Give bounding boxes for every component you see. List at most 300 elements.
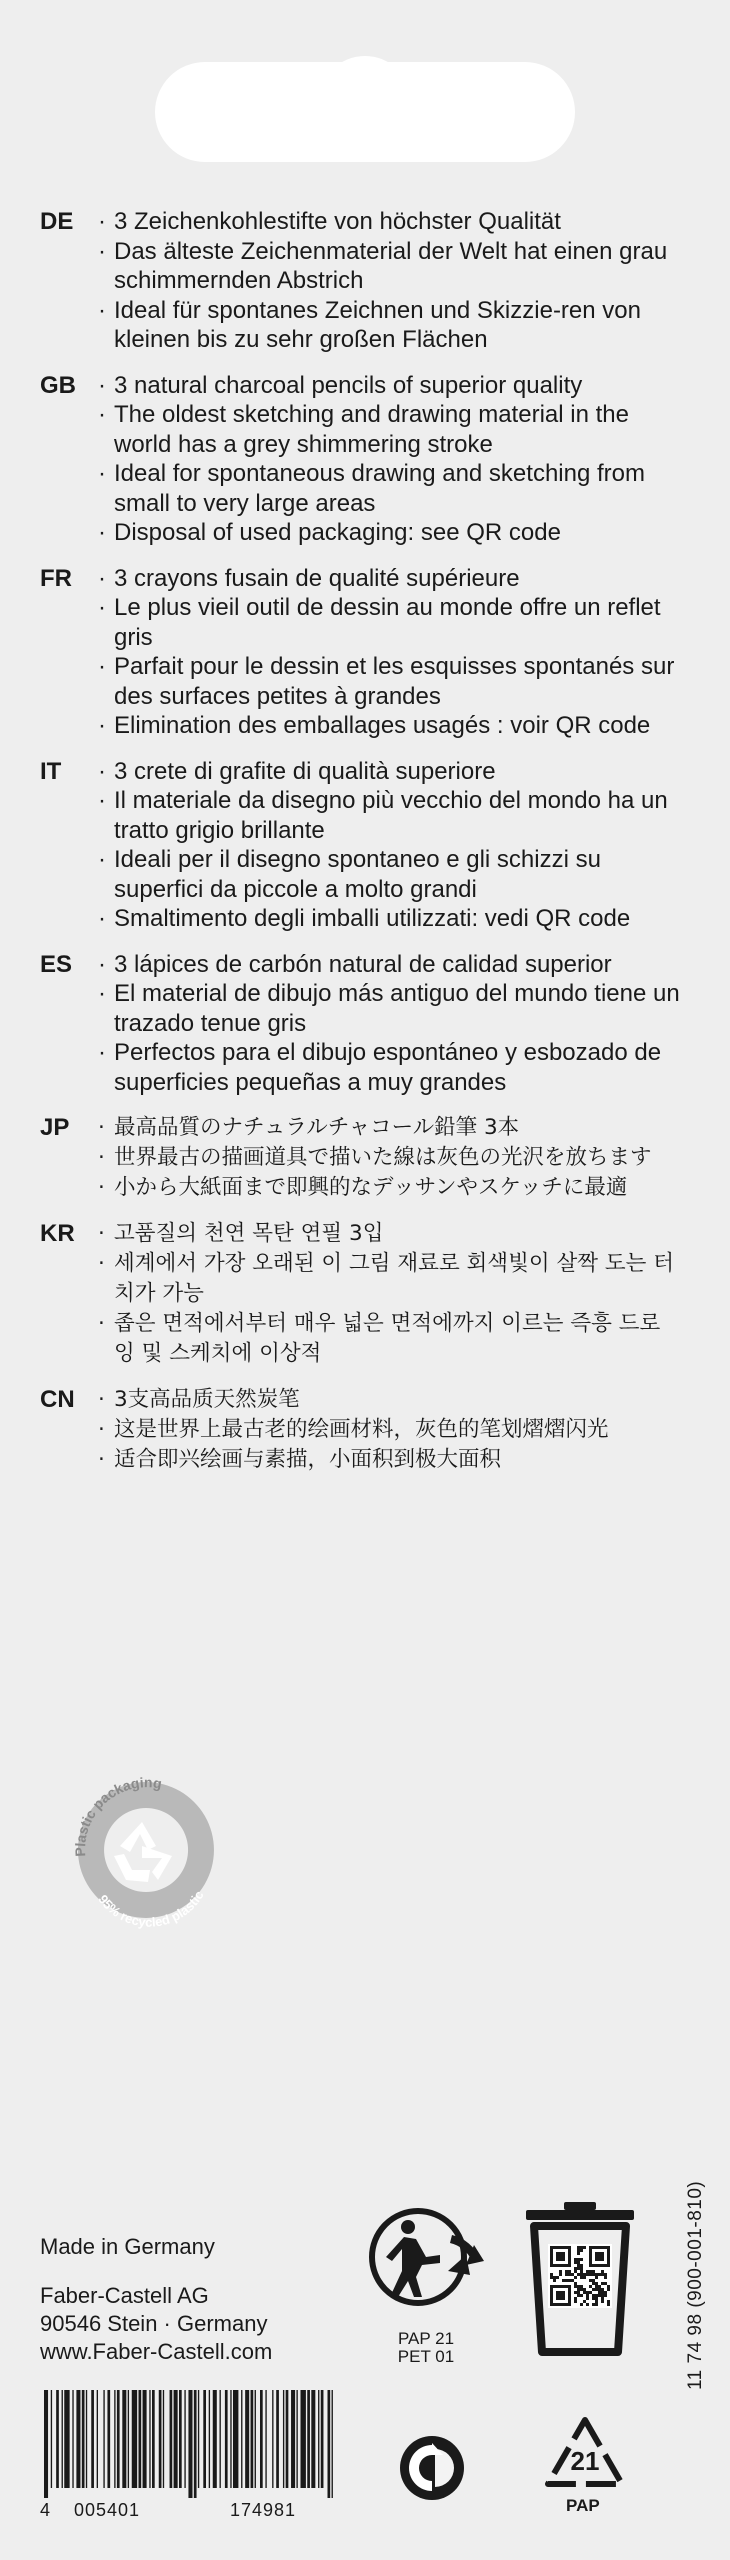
barcode-bar: [44, 2390, 48, 2498]
barcode-bar: [139, 2390, 142, 2488]
qr-module: [562, 2252, 565, 2255]
qr-module: [556, 2255, 559, 2258]
qr-module: [577, 2288, 580, 2291]
list-item: · Ideali per il disegno spontaneo e gli schizzi su superfici da piccole a molto grandi: [96, 845, 680, 904]
list-item: · 世界最古の描画道具で描いた線は灰色の光沢を放ちます: [96, 1143, 680, 1173]
qr-module: [580, 2288, 583, 2291]
qr-module: [577, 2291, 580, 2294]
qr-module: [598, 2288, 601, 2291]
lang-block-fr: [40, 564, 680, 741]
qr-module: [586, 2291, 589, 2294]
barcode-bar: [255, 2390, 256, 2488]
svg-text:21: 21: [570, 2446, 600, 2476]
list-item: · 3 lápices de carbón natural de calidad superior: [96, 950, 680, 980]
barcode-bar: [159, 2390, 162, 2488]
barcode-bar: [86, 2390, 87, 2488]
qr-module: [601, 2291, 604, 2294]
list-item: · 3 crayons fusain de qualité supérieure: [96, 564, 680, 594]
qr-module: [550, 2303, 553, 2306]
qr-module: [577, 2246, 580, 2249]
qr-module: [550, 2285, 553, 2288]
barcode-bar: [276, 2390, 279, 2488]
barcode-bar: [265, 2390, 266, 2488]
barcode-bar: [170, 2390, 173, 2488]
list-item: · 小から大紙面まで即興的なデッサンやスケッチに最適: [96, 1173, 680, 1203]
qr-module: [577, 2294, 580, 2297]
barcode-bar: [56, 2390, 59, 2488]
qr-module: [571, 2273, 574, 2276]
barcode-bar: [107, 2390, 110, 2488]
qr-module: [559, 2273, 562, 2276]
qr-module: [601, 2258, 604, 2261]
qr-module: [574, 2291, 577, 2294]
qr-module: [550, 2294, 553, 2297]
qr-module: [577, 2267, 580, 2270]
qr-module: [553, 2279, 556, 2282]
green-dot-icon: [397, 2433, 467, 2503]
qr-module: [550, 2300, 553, 2303]
qr-module: [568, 2285, 571, 2288]
lang-items: [96, 1113, 680, 1203]
qr-module: [589, 2291, 592, 2294]
lang-block-it: [40, 757, 680, 934]
qr-module: [589, 2273, 592, 2276]
barcode-bar: [233, 2390, 238, 2488]
qr-module: [556, 2303, 559, 2306]
lang-code: CN: [40, 1386, 75, 1413]
list-item: · 3支高品质天然炭笔: [96, 1385, 680, 1415]
barcode-bar: [62, 2390, 63, 2488]
qr-module: [562, 2297, 565, 2300]
qr-module: [595, 2276, 598, 2279]
qr-module: [568, 2273, 571, 2276]
qr-module: [568, 2264, 571, 2267]
qr-module: [592, 2297, 595, 2300]
qr-module: [556, 2264, 559, 2267]
list-item: · Il materiale da disegno più vecchio del mondo ha un tratto grigio brillante: [96, 786, 680, 845]
qr-module: [601, 2273, 604, 2276]
barcode-bar: [114, 2390, 115, 2488]
list-item: · 좁은 면적에서부터 매우 넓은 면적에까지 이르는 즉흥 드로잉 및 스케치에 이상적: [96, 1309, 680, 1369]
qr-module: [562, 2246, 565, 2249]
qr-module: [577, 2264, 580, 2267]
list-item: · 고품질의 천연 목탄 연필 3입: [96, 1219, 680, 1249]
qr-module: [565, 2264, 568, 2267]
list-item: · Ideal for spontaneous drawing and sketching from small to very large areas: [96, 459, 680, 518]
qr-module: [556, 2252, 559, 2255]
qr-module: [559, 2294, 562, 2297]
qr-module: [556, 2258, 559, 2261]
barcode-bar: [97, 2390, 98, 2488]
qr-module: [580, 2303, 583, 2306]
qr-module: [595, 2255, 598, 2258]
qr-module: [604, 2273, 607, 2276]
qr-module: [568, 2297, 571, 2300]
lang-code: ES: [40, 950, 73, 978]
barcode-bar: [91, 2390, 94, 2488]
list-item: · 3 crete di grafite di qualità superiore: [96, 757, 680, 787]
qr-module: [568, 2258, 571, 2261]
list-item: · Elimination des emballages usagés : voir QR code: [96, 711, 680, 741]
qr-module: [595, 2297, 598, 2300]
lang-items: [96, 1385, 680, 1475]
qr-module: [598, 2273, 601, 2276]
qr-module: [580, 2285, 583, 2288]
made-in: Made in Germany: [40, 2234, 215, 2259]
qr-module: [550, 2255, 553, 2258]
article-number: 11 74 98 (900-001-810): [685, 2180, 706, 2390]
pap-label: PAP: [566, 2496, 600, 2515]
qr-disposal-bin-icon[interactable]: [520, 2200, 640, 2365]
qr-module: [556, 2297, 559, 2300]
qr-module: [574, 2270, 577, 2273]
barcode-bar: [82, 2390, 85, 2488]
qr-module: [598, 2246, 601, 2249]
qr-module: [583, 2300, 586, 2303]
qr-module: [601, 2300, 604, 2303]
lang-items: [96, 207, 680, 355]
qr-module: [601, 2297, 604, 2300]
qr-module: [568, 2249, 571, 2252]
qr-module: [559, 2255, 562, 2258]
ean-left: 005401: [74, 2500, 141, 2520]
qr-module: [568, 2270, 571, 2273]
qr-module: [592, 2294, 595, 2297]
qr-module: [586, 2297, 589, 2300]
list-item: · 세계에서 가장 오래된 이 그림 재료로 회색빛이 살짝 도는 터치가 가능: [96, 1249, 680, 1309]
qr-module: [589, 2285, 592, 2288]
qr-module: [592, 2270, 595, 2273]
qr-module: [592, 2303, 595, 2306]
qr-module: [601, 2288, 604, 2291]
qr-module: [589, 2258, 592, 2261]
barcode-bar: [251, 2390, 254, 2488]
qr-module: [562, 2255, 565, 2258]
svg-text:95% recycled plastic: 95% recycled plastic: [95, 1887, 207, 1930]
qr-module: [568, 2255, 571, 2258]
qr-module: [607, 2264, 610, 2267]
qr-module: [580, 2270, 583, 2273]
qr-module: [595, 2294, 598, 2297]
barcode-bar: [117, 2390, 120, 2488]
qr-module: [604, 2276, 607, 2279]
qr-module: [592, 2279, 595, 2282]
barcode-bar: [332, 2390, 333, 2498]
list-item: · El material de dibujo más antiguo del mundo tiene un trazado tenue gris: [96, 979, 680, 1038]
ean-prefix: 4: [40, 2500, 52, 2520]
qr-module: [598, 2285, 601, 2288]
list-item: · Ideal für spontanes Zeichnen und Skizzie-ren von kleinen bis zu sehr großen Flächen: [96, 296, 680, 355]
qr-module: [601, 2246, 604, 2249]
qr-module: [580, 2258, 583, 2261]
qr-module: [601, 2282, 604, 2285]
address-block: [40, 2282, 272, 2366]
qr-module: [589, 2270, 592, 2273]
qr-module: [568, 2246, 571, 2249]
lang-code: KR: [40, 1220, 75, 1247]
qr-module: [556, 2291, 559, 2294]
list-item: · Parfait pour le dessin et les esquisses spontanés sur des surfaces petites à grandes: [96, 652, 680, 711]
lang-block-cn: [40, 1385, 680, 1475]
barcode-bar: [103, 2390, 104, 2488]
barcode-bar: [64, 2390, 69, 2488]
qr-module: [583, 2246, 586, 2249]
barcode-bar: [72, 2390, 73, 2488]
qr-module: [592, 2273, 595, 2276]
qr-module: [565, 2270, 568, 2273]
qr-module: [559, 2246, 562, 2249]
list-item: · Le plus vieil outil de dessin au monde offre un reflet gris: [96, 593, 680, 652]
pap-recycling-triangle-icon: [540, 2414, 630, 2494]
qr-module: [550, 2291, 553, 2294]
barcode-bar: [179, 2390, 182, 2488]
qr-module: [607, 2258, 610, 2261]
barcode-bar: [301, 2390, 306, 2488]
qr-module: [598, 2291, 601, 2294]
qr-module: [571, 2279, 574, 2282]
qr-module: [574, 2267, 577, 2270]
barcode-bar: [307, 2390, 310, 2488]
qr-module: [565, 2246, 568, 2249]
qr-module: [574, 2300, 577, 2303]
qr-module: [580, 2294, 583, 2297]
qr-module: [574, 2276, 577, 2279]
barcode-bar: [318, 2390, 319, 2488]
qr-module: [607, 2285, 610, 2288]
qr-module: [568, 2261, 571, 2264]
qr-module: [580, 2249, 583, 2252]
barcode-bar: [225, 2390, 228, 2488]
barcode-bar: [245, 2390, 249, 2488]
qr-module: [592, 2264, 595, 2267]
qr-module: [553, 2303, 556, 2306]
language-blocks: [40, 207, 680, 1491]
qr-module: [595, 2303, 598, 2306]
qr-module: [598, 2255, 601, 2258]
barcode-bar: [311, 2390, 315, 2488]
qr-module: [589, 2264, 592, 2267]
qr-module: [592, 2288, 595, 2291]
qr-module: [595, 2252, 598, 2255]
barcode-bar: [122, 2390, 126, 2488]
qr-module: [595, 2246, 598, 2249]
qr-module: [562, 2291, 565, 2294]
qr-module: [568, 2291, 571, 2294]
lang-items: [96, 1219, 680, 1369]
barcode-bar: [132, 2390, 137, 2488]
qr-module: [595, 2273, 598, 2276]
qr-module: [565, 2273, 568, 2276]
list-item: · 3 natural charcoal pencils of superior quality: [96, 371, 680, 401]
qr-module: [559, 2264, 562, 2267]
qr-module: [553, 2285, 556, 2288]
plastic-recycling-icon: [56, 1760, 236, 1940]
lang-block-gb: [40, 371, 680, 548]
lang-code: GB: [40, 371, 76, 399]
qr-module: [550, 2246, 553, 2249]
barcode-bar: [128, 2390, 129, 2488]
qr-module: [586, 2294, 589, 2297]
qr-module: [589, 2252, 592, 2255]
qr-module: [562, 2294, 565, 2297]
qr-module: [559, 2270, 562, 2273]
company-name: Faber-Castell AG: [40, 2283, 209, 2308]
qr-module: [607, 2252, 610, 2255]
qr-module: [556, 2276, 559, 2279]
qr-module: [565, 2279, 568, 2282]
qr-module: [580, 2273, 583, 2276]
lang-block-jp: [40, 1113, 680, 1203]
qr-module: [595, 2282, 598, 2285]
list-item: · 这是世界上最古老的绘画材料，灰色的笔划熠熠闪光: [96, 1415, 680, 1445]
qr-module: [580, 2267, 583, 2270]
ean-number: [40, 2500, 350, 2521]
pet-code: PET 01: [397, 2347, 455, 2366]
qr-module: [595, 2285, 598, 2288]
qr-module: [595, 2300, 598, 2303]
barcode: [40, 2390, 340, 2498]
qr-module: [550, 2276, 553, 2279]
qr-module: [589, 2261, 592, 2264]
qr-module: [556, 2246, 559, 2249]
barcode-bar: [174, 2390, 178, 2488]
qr-module: [604, 2264, 607, 2267]
website-link[interactable]: www.Faber-Castell.com: [40, 2339, 273, 2364]
qr-module: [583, 2288, 586, 2291]
qr-module: [580, 2264, 583, 2267]
qr-module: [550, 2288, 553, 2291]
barcode-bar: [76, 2390, 80, 2488]
qr-module: [574, 2282, 577, 2285]
list-item: · 适合即兴绘画与素描，小面积到极大面积: [96, 1445, 680, 1475]
qr-module: [574, 2261, 577, 2264]
qr-module: [577, 2258, 580, 2261]
barcode-bar: [241, 2390, 242, 2488]
qr-module: [550, 2258, 553, 2261]
qr-module: [568, 2300, 571, 2303]
lang-block-es: [40, 950, 680, 1098]
barcode-bar: [194, 2390, 197, 2498]
qr-module: [559, 2285, 562, 2288]
qr-module: [562, 2258, 565, 2261]
qr-module: [559, 2258, 562, 2261]
barcode-bar: [198, 2390, 199, 2488]
qr-module: [601, 2264, 604, 2267]
lang-items: [96, 371, 680, 548]
barcode-bar: [213, 2390, 217, 2488]
pap-code: PAP 21: [397, 2329, 455, 2348]
lang-code: JP: [40, 1114, 70, 1141]
qr-module: [553, 2246, 556, 2249]
qr-module: [568, 2288, 571, 2291]
lang-code: FR: [40, 564, 72, 592]
lang-items: [96, 564, 680, 741]
qr-module: [562, 2303, 565, 2306]
qr-module: [577, 2273, 580, 2276]
qr-module: [568, 2294, 571, 2297]
list-item: · Perfectos para el dibujo espontáneo y esbozado de superficies pequeñas a muy grandes: [96, 1038, 680, 1097]
list-item: · 3 Zeichenkohlestifte von höchster Qualität: [96, 207, 680, 237]
qr-module: [604, 2282, 607, 2285]
qr-module: [577, 2249, 580, 2252]
tidyman-recycle-icon: [368, 2205, 484, 2315]
qr-module: [577, 2261, 580, 2264]
qr-module: [559, 2291, 562, 2294]
barcode-bar: [209, 2390, 210, 2488]
lang-items: [96, 950, 680, 1098]
barcode-bar: [321, 2390, 324, 2488]
qr-module: [598, 2294, 601, 2297]
lang-code: IT: [40, 757, 62, 785]
barcode-bar: [143, 2390, 147, 2488]
qr-module: [550, 2264, 553, 2267]
qr-module: [589, 2255, 592, 2258]
qr-module: [550, 2297, 553, 2300]
qr-module: [583, 2276, 586, 2279]
list-item: · Smaltimento degli imballi utilizzati: vedi QR code: [96, 904, 680, 934]
qr-module: [550, 2249, 553, 2252]
qr-module: [559, 2252, 562, 2255]
qr-module: [607, 2246, 610, 2249]
qr-module: [556, 2285, 559, 2288]
qr-module: [577, 2285, 580, 2288]
qr-module: [601, 2252, 604, 2255]
lang-block-kr: [40, 1219, 680, 1369]
qr-module: [580, 2246, 583, 2249]
qr-module: [592, 2282, 595, 2285]
qr-module: [550, 2261, 553, 2264]
qr-module: [586, 2303, 589, 2306]
qr-module: [559, 2303, 562, 2306]
pap-pet-codes: [396, 2330, 456, 2366]
qr-module: [562, 2264, 565, 2267]
qr-module: [598, 2264, 601, 2267]
qr-module: [568, 2279, 571, 2282]
qr-module: [604, 2246, 607, 2249]
qr-module: [604, 2294, 607, 2297]
barcode-bar: [328, 2390, 331, 2498]
qr-module: [607, 2255, 610, 2258]
qr-module: [562, 2285, 565, 2288]
barcode-bar: [220, 2390, 221, 2488]
qr-module: [583, 2273, 586, 2276]
qr-module: [586, 2270, 589, 2273]
list-item: · Disposal of used packaging: see QR code: [96, 518, 680, 548]
qr-module: [595, 2258, 598, 2261]
qr-module: [604, 2291, 607, 2294]
barcode-bar: [272, 2390, 273, 2488]
barcode-bar: [291, 2390, 295, 2488]
barcode-bar: [163, 2390, 164, 2488]
qr-module: [598, 2258, 601, 2261]
qr-module: [574, 2297, 577, 2300]
barcode-bar: [296, 2390, 297, 2488]
lang-items: [96, 757, 680, 934]
barcode-bar: [283, 2390, 284, 2488]
qr-module: [595, 2288, 598, 2291]
qr-module: [607, 2288, 610, 2291]
qr-module: [553, 2276, 556, 2279]
lang-code: DE: [40, 208, 74, 235]
list-item: · Das älteste Zeichenmaterial der Welt hat einen grau schimmernden Abstrich: [96, 237, 680, 296]
qr-module: [568, 2303, 571, 2306]
list-item: · The oldest sketching and drawing material in the world has a grey shimmering stroke: [96, 400, 680, 459]
qr-module: [565, 2303, 568, 2306]
qr-module: [601, 2294, 604, 2297]
qr-module: [565, 2285, 568, 2288]
qr-module: [553, 2264, 556, 2267]
qr-module: [577, 2252, 580, 2255]
